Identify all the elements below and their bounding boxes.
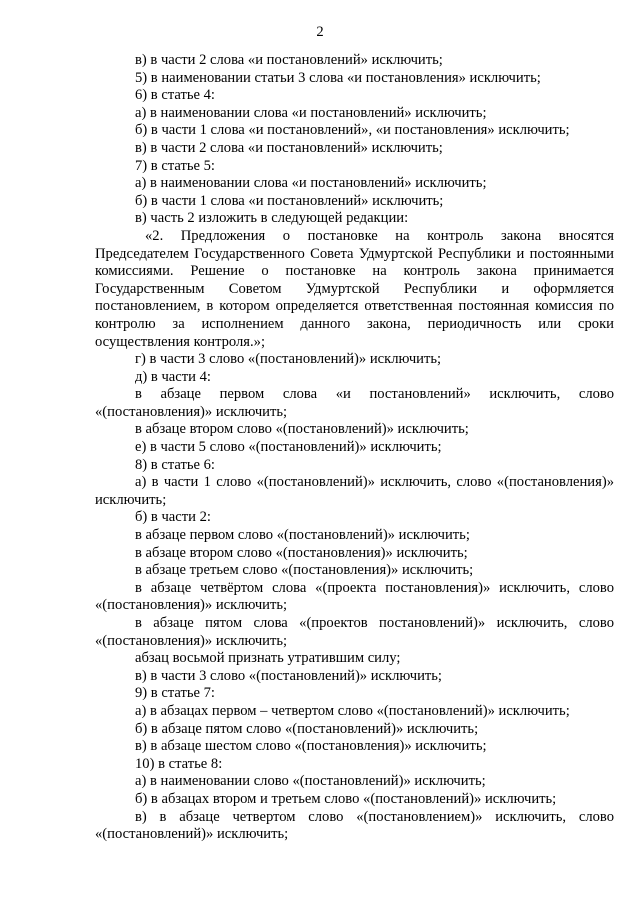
paragraph: в абзаце втором слово «(постановлений)» исключить; (135, 421, 469, 438)
quoted-paragraph: «2. Предложения о постановке на контроль закона вносятся Председателем Государственного Совета Удмуртской Республики и постоянными комиссиями. Решение о постановке на контроль закона принимается Государственным Советом Удмуртской Республики и оформляется постановлением, в котором определяется ответственная постоянная комиссия по контролю за исполнением данного закона, периодичность или сроки осуществления контроля.»; (95, 227, 614, 350)
document-body (95, 52, 614, 844)
paragraph: а) в абзацах первом – четвертом слово «(постановлений)» исключить; (135, 702, 570, 719)
paragraph: в абзаце втором слово «(постановления)» исключить; (135, 544, 468, 561)
paragraph: в абзаце пятом слова «(проектов постановлений)» исключить, слово «(постановления)» исключить; (95, 615, 614, 649)
paragraph: а) в наименовании слова «и постановлений» исключить; (135, 175, 487, 192)
paragraph: 7) в статье 5: (135, 157, 215, 174)
paragraph: г) в части 3 слово «(постановлений)» исключить; (135, 351, 442, 368)
page-number: 2 (316, 24, 324, 40)
paragraph: 6) в статье 4: (135, 87, 215, 104)
paragraph: б) в абзацах втором и третьем слово «(постановлений)» исключить; (135, 790, 557, 807)
paragraph: б) в части 1 слова «и постановлений» исключить; (135, 192, 444, 209)
paragraph: а) в части 1 слово «(постановлений)» исключить, слово «(постановления)» исключить; (95, 474, 614, 508)
paragraph: б) в части 2: (135, 509, 211, 526)
paragraph: в) в части 3 слово «(постановлений)» исключить; (135, 667, 442, 684)
paragraph: в абзаце четвёртом слова «(проекта постановления)» исключить, слово «(постановления)» исключить; (95, 579, 614, 614)
paragraph: в абзаце третьем слово «(постановления)» исключить; (135, 562, 474, 579)
paragraph: 8) в статье 6: (135, 456, 215, 473)
paragraph: в абзаце первом слова «и постановлений» исключить, слово «(постановления)» исключить; (95, 386, 614, 420)
paragraph: в) в абзаце четвертом слово «(постановлением)» исключить, слово «(постановлений)» исключить; (95, 808, 614, 843)
paragraph: е) в части 5 слово «(постановлений)» исключить; (135, 439, 442, 456)
paragraph: в) в части 2 слова «и постановлений» исключить; (135, 139, 443, 156)
paragraph: в абзаце первом слово «(постановлений)» исключить; (135, 527, 470, 544)
paragraph: в) в части 2 слова «и постановлений» исключить; (135, 52, 443, 68)
paragraph: а) в наименовании слова «и постановлений» исключить; (135, 104, 487, 121)
paragraph: а) в наименовании слово «(постановлений)» исключить; (135, 773, 486, 790)
paragraph: 9) в статье 7: (135, 685, 215, 702)
paragraph: д) в части 4: (135, 368, 211, 385)
paragraph: 5) в наименовании статьи 3 слова «и постановления» исключить; (135, 69, 541, 86)
paragraph: в) в абзаце шестом слово «(постановления)» исключить; (135, 738, 487, 755)
paragraph: в) часть 2 изложить в следующей редакции: (135, 210, 409, 227)
paragraph: абзац восьмой признать утратившим силу; (135, 650, 401, 667)
paragraph: б) в абзаце пятом слово «(постановлений)» исключить; (135, 720, 479, 737)
paragraph: 10) в статье 8: (135, 755, 223, 772)
paragraph: б) в части 1 слова «и постановлений», «и постановления» исключить; (135, 122, 570, 139)
